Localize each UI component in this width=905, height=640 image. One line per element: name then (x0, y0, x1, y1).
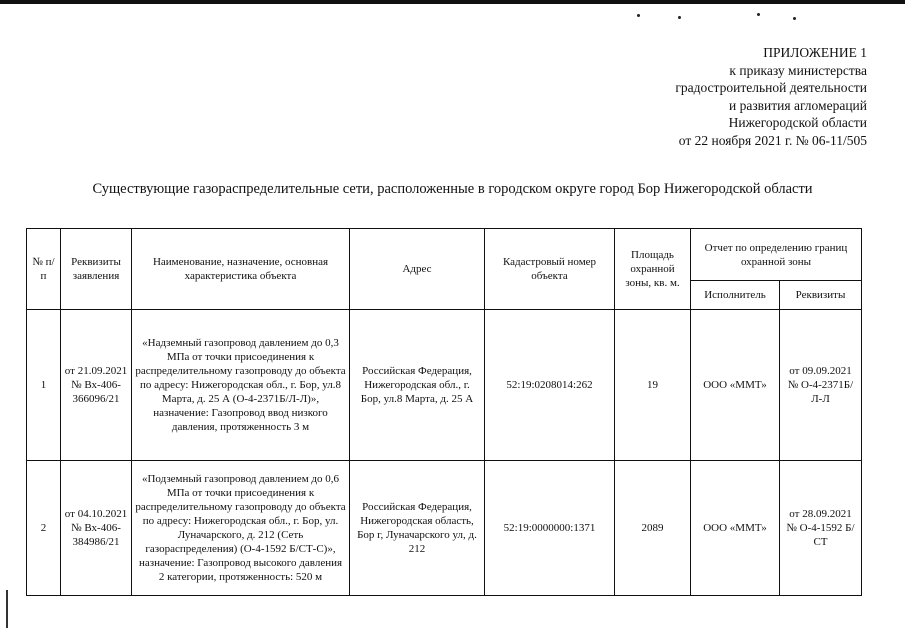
approval-line: к приказу министерства (729, 62, 867, 78)
col-header-area: Площадь охранной зоны, кв. м. (615, 229, 691, 310)
cell-name: «Надземный газопровод давлением до 0,3 МПа от точки присоединения к распределительному газопроводу до объекта по адресу: Нижегородская обл., г. Бор, ул.8 Марта, д. 25 А (О-4-2371Б/Л-Л)», назначение: Газопровод ввод низкого давления, протяженность 3 м (132, 310, 350, 461)
gas-networks-table (26, 228, 862, 596)
cell-executor: ООО «ММТ» (691, 310, 780, 461)
cell-address: Российская Федерация, Нижегородская обл., г. Бор, ул.8 Марта, д. 25 А (350, 310, 485, 461)
table-row (27, 461, 862, 596)
scan-edge-mark (6, 590, 8, 628)
cell-cadastral: 52:19:0000000:1371 (485, 461, 615, 596)
col-header-details: Реквизиты заявления (61, 229, 132, 310)
cell-num: 1 (27, 310, 61, 461)
approval-line: и развития агломераций (728, 97, 867, 113)
scan-speck (637, 14, 640, 17)
document-title: Существующие газораспределительные сети, расположенные в городском округе город Бор Нижегородской области (92, 181, 813, 197)
approval-block (675, 44, 867, 150)
scan-speck (757, 13, 760, 16)
cell-report-details: от 28.09.2021 № О-4-1592 Б/СТ (780, 461, 862, 596)
approval-line: ПРИЛОЖЕНИЕ 1 (763, 45, 867, 60)
scan-speck (678, 16, 681, 19)
col-header-num: № п/п (27, 229, 61, 310)
cell-report-details: от 09.09.2021 № О-4-2371Б/Л-Л (780, 310, 862, 461)
col-header-report-details: Реквизиты (780, 281, 862, 310)
cell-area: 19 (615, 310, 691, 461)
approval-line: Нижегородской области (728, 115, 867, 131)
col-header-executor: Исполнитель (691, 281, 780, 310)
cell-address: Российская Федерация, Нижегородская область, Бор г, Луначарского ул, д. 212 (350, 461, 485, 596)
cell-num: 2 (27, 461, 61, 596)
cell-details: от 21.09.2021 № Вх-406-366096/21 (61, 310, 132, 461)
scan-speck (793, 17, 796, 20)
cell-name: «Подземный газопровод давлением до 0,6 МПа от точки присоединения к распределительному газопроводу до объекта по адресу: Нижегородская обл., г. Бор, ул. Луначарского, д. 212 (Сеть газораспределения) (О-4-1592 Б/СТ-С)», назначение: Газопровод высокого давления 2 категории, протяженность: 520 м (132, 461, 350, 596)
approval-line: градостроительной деятельности (675, 80, 867, 96)
col-header-address: Адрес (350, 229, 485, 310)
scan-top-border (0, 0, 905, 4)
cell-executor: ООО «ММТ» (691, 461, 780, 596)
table-row (27, 310, 862, 461)
col-header-cadastral: Кадастровый номер объекта (485, 229, 615, 310)
col-header-name: Наименование, назначение, основная характеристика объекта (132, 229, 350, 310)
cell-details: от 04.10.2021 № Вх-406-384986/21 (61, 461, 132, 596)
cell-area: 2089 (615, 461, 691, 596)
col-header-report: Отчет по определению границ охранной зоны (691, 229, 862, 281)
approval-line: от 22 ноября 2021 г. № 06-11/505 (678, 132, 867, 148)
cell-cadastral: 52:19:0208014:262 (485, 310, 615, 461)
